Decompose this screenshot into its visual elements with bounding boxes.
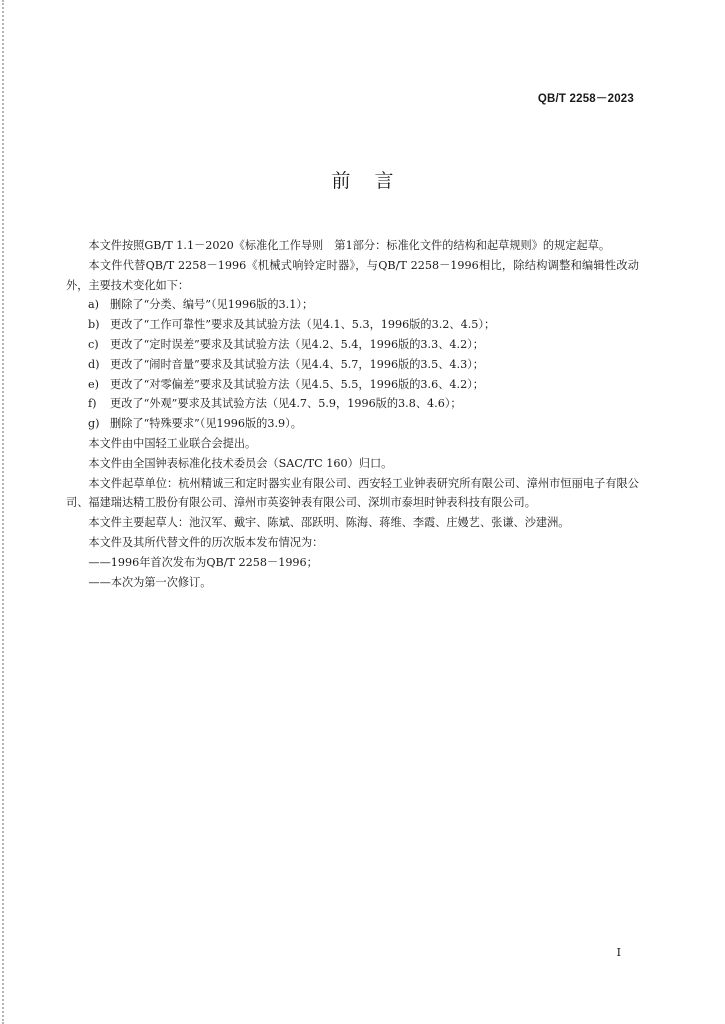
list-item-text: 更改了“闹时音量”要求及其试验方法（见4.4、5.7，1996版的3.5、4.3）； — [110, 357, 484, 371]
list-marker: a) — [88, 298, 100, 312]
paragraph-administered-by: 本文件由全国钟表标准化技术委员会（SAC/TC 160）归口。 — [88, 456, 393, 470]
document-code: QB/T 2258－2023 — [537, 93, 634, 105]
changes-list — [66, 295, 639, 434]
list-marker: c) — [88, 337, 99, 351]
list-item — [66, 295, 639, 315]
list-item-text: 删除了“分类、编号”（见1996版的3.1）； — [110, 298, 314, 312]
list-item — [66, 315, 639, 335]
paragraph-history-1996: ——1996年首次发布为QB/T 2258－1996； — [88, 555, 318, 569]
paragraph-replacement: 本文件代替QB/T 2258－1996《机械式响铃定时器》，与QB/T 2258－1996相比，除结构调整和编辑性改动外，主要技术变化如下： — [66, 258, 639, 292]
list-item-text: 更改了“工作可靠性”要求及其试验方法（见4.1、5.3，1996版的3.2、4.5）； — [110, 318, 496, 332]
list-item — [66, 375, 639, 395]
list-marker: b) — [88, 318, 100, 332]
list-item-text: 更改了“定时误差”要求及其试验方法（见4.2、5.4，1996版的3.3、4.2）； — [110, 337, 484, 351]
binding-edge-dots — [2, 0, 4, 1024]
list-item-text: 更改了“对零偏差”要求及其试验方法（见4.5、5.5，1996版的3.6、4.2）； — [110, 377, 484, 391]
paragraph-drafters: 本文件主要起草人：池汉军、戴宇、陈斌、邵跃明、陈海、蒋维、李霞、庄嫚艺、张谦、沙建洲。 — [88, 516, 570, 530]
paragraph-proposed-by: 本文件由中国轻工业联合会提出。 — [88, 436, 257, 450]
list-marker: g) — [88, 417, 100, 431]
list-item-text: 删除了“特殊要求”（见1996版的3.9）。 — [110, 417, 302, 431]
paragraph-drafting-units: 本文件起草单位：杭州精诚三和定时器实业有限公司、西安轻工业钟表研究所有限公司、漳州市恒丽电子有限公司、福建瑞达精工股份有限公司、漳州市英姿钟表有限公司、深圳市泰坦时钟表科技有限公司。 — [66, 476, 639, 510]
foreword-body — [66, 236, 639, 592]
list-marker: d) — [88, 357, 100, 371]
list-item — [66, 394, 639, 414]
list-marker: f) — [88, 397, 97, 411]
list-marker: e) — [88, 377, 99, 391]
list-item — [66, 414, 639, 434]
paragraph-drafting-rules: 本文件按照GB/T 1.1－2020《标准化工作导则 第1部分：标准化文件的结构和起草规则》的规定起草。 — [88, 239, 611, 252]
paragraph-history-revision: ——本次为第一次修订。 — [88, 575, 212, 589]
list-item-text: 更改了“外观”要求及其试验方法（见4.7、5.9，1996版的3.8、4.6）； — [110, 397, 462, 411]
list-item — [66, 355, 639, 375]
list-item — [66, 335, 639, 355]
section-title: 前言 — [331, 170, 418, 192]
page-number: I — [616, 946, 621, 959]
paragraph-history: 本文件及其所代替文件的历次版本发布情况为： — [88, 535, 324, 549]
